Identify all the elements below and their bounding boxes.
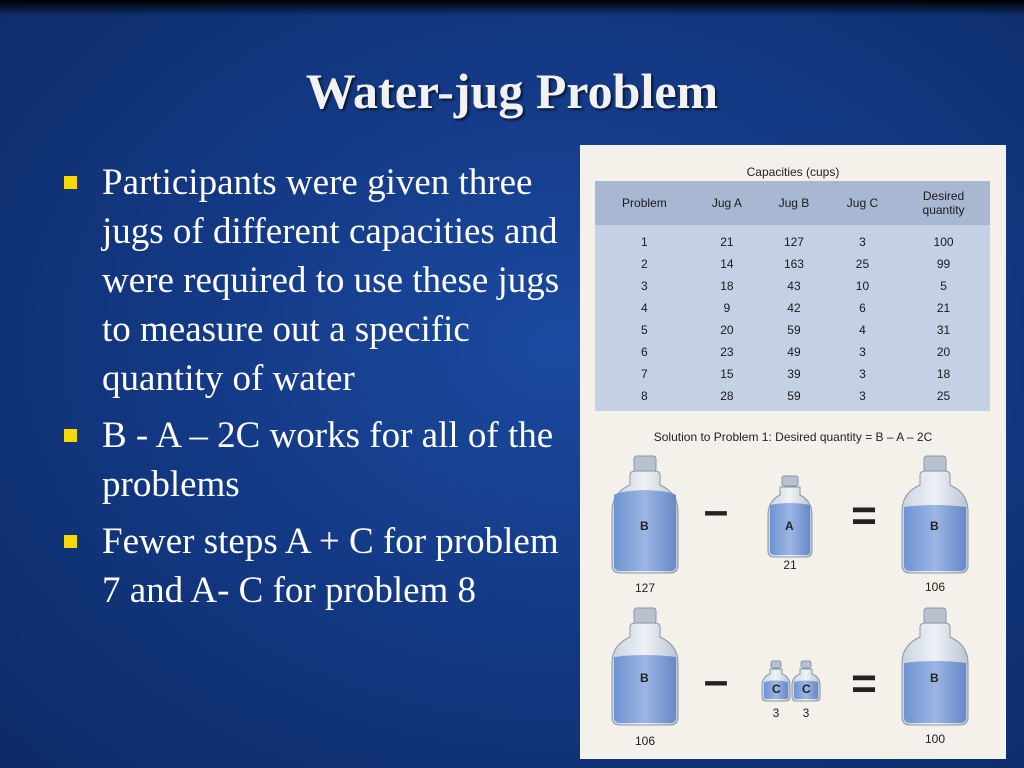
minus-operator: –	[703, 486, 729, 535]
table-cell: 25	[936, 389, 951, 403]
table-cell: 49	[787, 345, 801, 359]
table-cell: 15	[720, 367, 734, 381]
table-cell: 31	[936, 323, 951, 337]
table-cell: 4	[859, 323, 866, 337]
bottle-value: 3	[802, 706, 810, 720]
table-cell: 2	[641, 257, 648, 271]
table-cell: 8	[641, 389, 648, 403]
table-cell: 18	[720, 279, 734, 293]
bullet-text: Participants were given three jugs of different capacities and were required to use these jugs to measure out a specific quantity of water	[102, 162, 560, 399]
header-desired-quantity: Desired quantity	[922, 189, 965, 217]
bottle-b-large-icon	[902, 608, 968, 725]
bullet-square-icon	[64, 535, 77, 548]
bottle-label: C	[772, 682, 781, 696]
bottle-c-small-icon	[762, 661, 790, 701]
table-cell: 20	[720, 323, 734, 337]
header-jug-b: Jug B	[778, 196, 810, 210]
table-cell: 21	[720, 235, 734, 249]
table-cell: 163	[783, 257, 804, 271]
table-cell: 5	[940, 279, 947, 293]
header-problem: Problem	[622, 196, 667, 210]
table-cell: 14	[720, 257, 734, 271]
table-cell: 59	[787, 389, 801, 403]
bottle-label: A	[785, 519, 794, 533]
bottle-a-medium-icon	[768, 476, 812, 557]
table-cell: 99	[936, 257, 951, 271]
table-cell: 3	[859, 367, 866, 381]
table-cell: 3	[859, 389, 866, 403]
bottle-b-large-icon	[612, 456, 678, 573]
bottle-label: C	[802, 682, 811, 696]
table-cell: 127	[783, 235, 804, 249]
table-cell: 42	[787, 301, 801, 315]
table-cell: 18	[936, 367, 951, 381]
table-cell: 5	[641, 323, 648, 337]
bottle-value: 100	[924, 732, 946, 746]
bottle-value: 106	[924, 580, 946, 594]
bullet-text: Fewer steps A + C for problem 7 and A- C for problem 8	[102, 521, 559, 611]
table-cell: 39	[787, 367, 801, 381]
bullet-square-icon	[64, 176, 77, 189]
bottle-label: B	[930, 671, 939, 685]
bottle-c-small-icon	[792, 661, 820, 701]
bottle-label: B	[640, 671, 649, 685]
table-cell: 10	[855, 279, 870, 293]
top-shadow-band	[0, 0, 1024, 16]
bottle-value: 127	[634, 581, 656, 595]
capacities-title: Capacities (cups)	[746, 165, 840, 179]
table-cell: 6	[641, 345, 648, 359]
bullet-text: B - A – 2C works for all of the problems	[102, 415, 554, 505]
table-cell: 3	[641, 279, 648, 293]
table-cell: 100	[933, 235, 954, 249]
solution-title: Solution to Problem 1: Desired quantity = B – A – 2C	[653, 430, 933, 444]
table-cell: 3	[859, 235, 866, 249]
table-cell: 6	[859, 301, 866, 315]
table-cell: 23	[720, 345, 734, 359]
bullet-item	[60, 158, 560, 403]
water-jug-figure	[580, 145, 1006, 759]
table-cell: 3	[859, 345, 866, 359]
slide-title: Water-jug Problem	[305, 63, 719, 119]
bottle-label: B	[930, 519, 939, 533]
bullet-item	[60, 411, 560, 509]
table-cell: 1	[641, 235, 648, 249]
table-cell: 59	[787, 323, 801, 337]
table-cell: 43	[787, 279, 801, 293]
equals-operator: =	[851, 659, 877, 708]
table-cell: 20	[936, 345, 951, 359]
bottle-value: 21	[783, 558, 797, 572]
table-cell: 25	[855, 257, 870, 271]
table-cell: 4	[641, 301, 648, 315]
table-cell: 21	[936, 301, 951, 315]
bottle-b-large-icon	[902, 456, 968, 573]
header-jug-a: Jug A	[711, 196, 742, 210]
bottle-label: B	[640, 519, 649, 533]
bottle-value: 3	[772, 706, 780, 720]
bullet-square-icon	[64, 429, 77, 442]
bottle-b-large-icon	[612, 608, 678, 725]
minus-operator: –	[703, 656, 729, 705]
bullet-item	[60, 517, 560, 615]
table-cell: 28	[720, 389, 734, 403]
bullet-list	[60, 158, 560, 623]
table-cell: 9	[723, 301, 731, 315]
equals-operator: =	[851, 491, 877, 540]
bottle-value: 106	[634, 734, 656, 748]
header-jug-c: Jug C	[846, 196, 879, 210]
bottle-diagram	[580, 145, 1006, 759]
table-cell: 7	[641, 367, 648, 381]
